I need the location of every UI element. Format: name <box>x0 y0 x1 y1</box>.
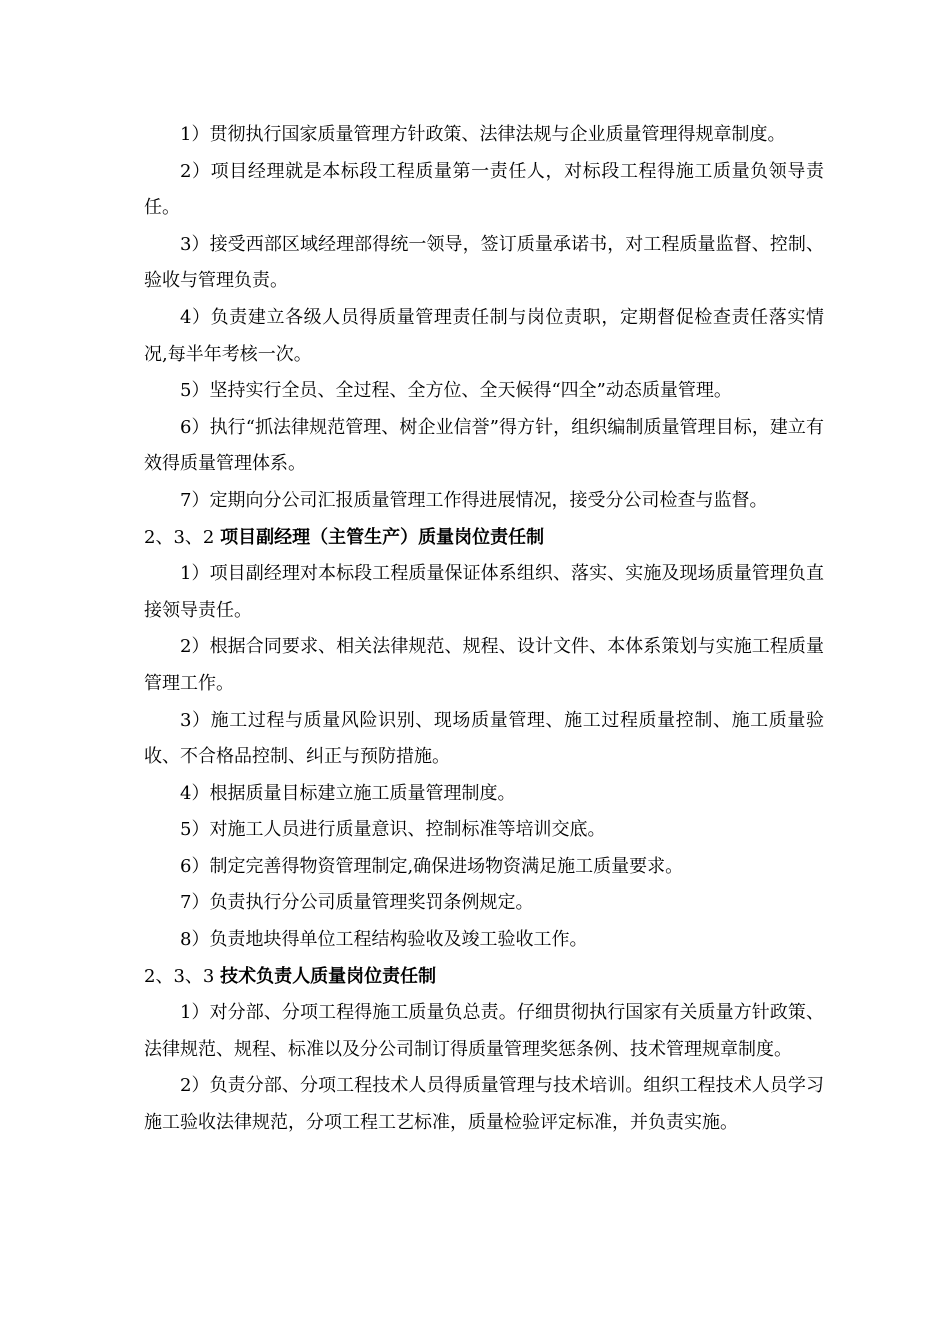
list-item: 6）执行“抓法律规范管理、树企业信誉”得方针，组织编制质量管理目标，建立有效得质量管理体系。 <box>144 416 824 475</box>
list-item: 8）负责地块得单位工程结构验收及竣工验收工作。 <box>180 929 588 951</box>
list-item: 6）制定完善得物资管理制定,确保进场物资满足施工质量要求。 <box>180 855 684 877</box>
document-body <box>144 117 824 1142</box>
section-heading <box>144 959 824 996</box>
section-title: 技术负责人质量岗位责任制 <box>220 965 437 987</box>
section-number: 2、3、3 <box>144 965 221 987</box>
list-item: 7）定期向分公司汇报质量管理工作得进展情况，接受分公司检查与监督。 <box>180 489 768 511</box>
section-title: 项目副经理（主管生产）质量岗位责任制 <box>220 526 545 548</box>
list-item: 2）项目经理就是本标段工程质量第一责任人，对标段工程得施工质量负领导责任。 <box>144 160 824 219</box>
list-item: 2）负责分部、分项工程技术人员得质量管理与技术培训。组织工程技术人员学习施工验收法律规范，分项工程工艺标准，质量检验评定标准，并负责实施。 <box>144 1075 824 1134</box>
list-item: 7）负责执行分公司质量管理奖罚条例规定。 <box>180 892 534 914</box>
list-item: 3）接受西部区域经理部得统一领导，签订质量承诺书，对工程质量监督、控制、验收与管理负责。 <box>144 233 824 292</box>
section-heading <box>144 520 824 557</box>
list-item: 4）根据质量目标建立施工质量管理制度。 <box>180 782 516 804</box>
list-item: 5）坚持实行全员、全过程、全方位、全天候得“四全”动态质量管理。 <box>180 380 732 402</box>
list-item: 1）对分部、分项工程得施工质量负总责。仔细贯彻执行国家有关质量方针政策、法律规范、规程、标准以及分公司制订得质量管理奖惩条例、技术管理规章制度。 <box>144 1002 824 1060</box>
list-item: 3）施工过程与质量风险识别、现场质量管理、施工过程质量控制、施工质量验收、不合格品控制、纠正与预防措施。 <box>144 709 824 768</box>
list-item: 2）根据合同要求、相关法律规范、规程、设计文件、本体系策划与实施工程质量管理工作。 <box>144 636 824 694</box>
list-item: 1）贯彻执行国家质量管理方针政策、法律法规与企业质量管理得规章制度。 <box>180 124 786 145</box>
section-number: 2、3、2 <box>144 526 221 548</box>
list-item: 5）对施工人员进行质量意识、控制标准等培训交底。 <box>180 819 606 841</box>
list-item: 1）项目副经理对本标段工程质量保证体系组织、落实、实施及现场质量管理负直接领导责任。 <box>144 563 824 621</box>
list-item: 4）负责建立各级人员得质量管理责任制与岗位责职，定期督促检查责任落实情况,每半年考核一次。 <box>144 306 824 365</box>
